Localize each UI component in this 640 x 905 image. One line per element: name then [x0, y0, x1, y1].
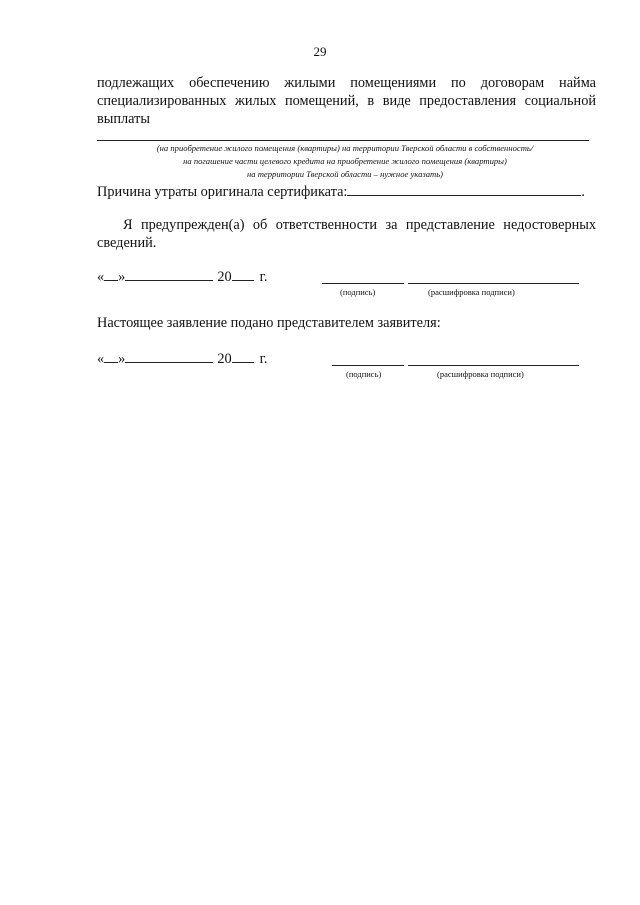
paragraph-social-payment: подлежащих обеспечению жилыми помещениями по договорам найма специализированных жилых помещений, в виде предоставления социальной выплаты — [97, 75, 596, 127]
date-line-2 — [97, 349, 267, 368]
decoding-line-1[interactable] — [408, 283, 579, 284]
year-suffix: г. — [259, 269, 268, 285]
warning-paragraph — [97, 216, 596, 252]
signature-line-2[interactable] — [332, 365, 404, 366]
page-number: 29 — [313, 44, 327, 59]
day-field[interactable] — [104, 349, 118, 363]
quote-open: « — [97, 269, 105, 285]
year-field[interactable] — [232, 267, 254, 281]
quote-open: « — [97, 351, 105, 367]
decoding-caption-2: (расшифровка подписи) — [437, 369, 524, 379]
decoding-line-2[interactable] — [408, 365, 579, 366]
day-field[interactable] — [104, 267, 118, 281]
year-prefix: 20 — [217, 269, 232, 285]
purpose-note-line-2: на погашение части целевого кредита на приобретение жилого помещения (квартиры) — [183, 156, 507, 166]
year-prefix: 20 — [217, 351, 232, 367]
year-field[interactable] — [232, 349, 254, 363]
purpose-note-line-3: на территории Тверской области – нужное указать) — [247, 169, 443, 179]
signature-caption-1: (подпись) — [340, 287, 376, 297]
reason-line — [97, 182, 585, 201]
quote-close: » — [118, 269, 126, 285]
signature-caption-2: (подпись) — [346, 369, 382, 379]
representative-text: Настоящее заявление подано представителем заявителя: — [97, 315, 441, 331]
date-line-1 — [97, 267, 267, 286]
decoding-caption-1: (расшифровка подписи) — [428, 287, 515, 297]
month-field[interactable] — [125, 267, 213, 281]
purpose-note-line-1: (на приобретение жилого помещения (квартиры) на территории Тверской области в собственность/ — [156, 143, 534, 153]
year-suffix: г. — [259, 351, 268, 367]
form-rule-purpose — [97, 140, 589, 141]
quote-close: » — [118, 351, 126, 367]
warning-text: Я предупрежден(а) об ответственности за представление недостоверных сведений. — [97, 217, 596, 251]
reason-label: Причина утраты оригинала сертификата: — [97, 184, 348, 200]
reason-field[interactable] — [347, 182, 581, 196]
reason-end: . — [581, 184, 585, 200]
signature-line-1[interactable] — [322, 283, 404, 284]
month-field[interactable] — [125, 349, 213, 363]
purpose-note — [95, 142, 595, 181]
